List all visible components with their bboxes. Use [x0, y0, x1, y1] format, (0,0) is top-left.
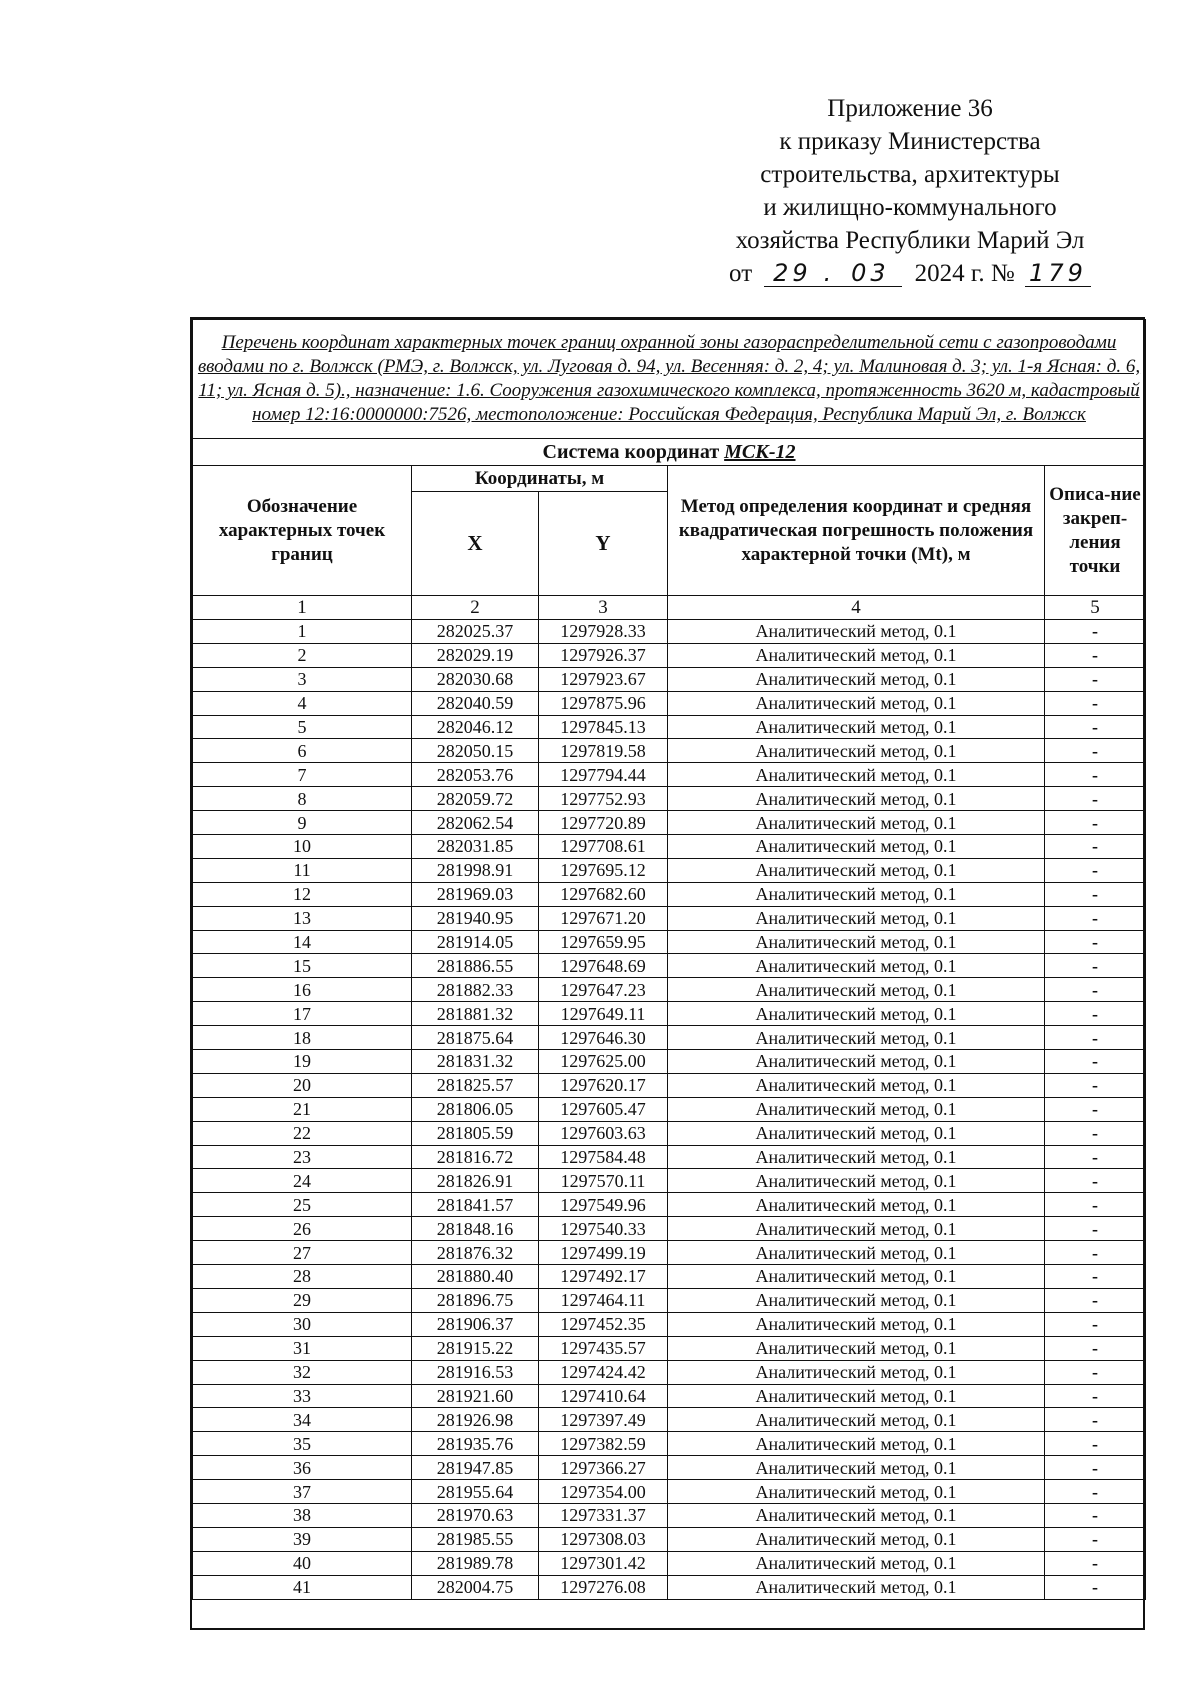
coordinates-table [192, 319, 1146, 1600]
fixing-description-cell: - [1045, 1145, 1146, 1169]
date-month-handwritten: 03 [838, 260, 902, 287]
method-cell: Аналитический метод, 0.1 [668, 1026, 1045, 1050]
fixing-description-cell: - [1045, 667, 1146, 691]
y-coordinate-cell: 1297366.27 [539, 1456, 668, 1480]
fixing-description-cell: - [1045, 691, 1146, 715]
fixing-description-cell: - [1045, 620, 1146, 644]
method-cell: Аналитический метод, 0.1 [668, 1241, 1045, 1265]
table-row [193, 1503, 1146, 1527]
point-id-cell: 28 [193, 1265, 412, 1289]
y-coordinate-cell: 1297605.47 [539, 1097, 668, 1121]
y-coordinate-cell: 1297923.67 [539, 667, 668, 691]
method-cell: Аналитический метод, 0.1 [668, 1265, 1045, 1289]
point-id-cell: 19 [193, 1050, 412, 1074]
x-coordinate-cell: 281940.95 [412, 906, 539, 930]
x-coordinate-cell: 281989.78 [412, 1551, 539, 1575]
x-coordinate-cell: 282046.12 [412, 715, 539, 739]
x-coordinate-cell: 281896.75 [412, 1288, 539, 1312]
date-separator: . [820, 260, 838, 287]
table-row [193, 930, 1146, 954]
col-header-coords: Координаты, м [412, 466, 668, 492]
method-cell: Аналитический метод, 0.1 [668, 620, 1045, 644]
fixing-description-cell: - [1045, 739, 1146, 763]
y-coordinate-cell: 1297646.30 [539, 1026, 668, 1050]
x-coordinate-cell: 281998.91 [412, 858, 539, 882]
col-header-method: Метод определения координат и средняя квадратическая погрешность положения характерной точки (Mt), м [668, 466, 1045, 596]
y-coordinate-cell: 1297452.35 [539, 1312, 668, 1336]
fixing-description-cell: - [1045, 1480, 1146, 1504]
method-cell: Аналитический метод, 0.1 [668, 1217, 1045, 1241]
table-row [193, 835, 1146, 859]
y-coordinate-cell: 1297649.11 [539, 1002, 668, 1026]
y-coordinate-cell: 1297424.42 [539, 1360, 668, 1384]
y-coordinate-cell: 1297410.64 [539, 1384, 668, 1408]
table-row [193, 1408, 1146, 1432]
y-coordinate-cell: 1297354.00 [539, 1480, 668, 1504]
fixing-description-cell: - [1045, 1551, 1146, 1575]
y-coordinate-cell: 1297671.20 [539, 906, 668, 930]
point-id-cell: 30 [193, 1312, 412, 1336]
appendix-number: Приложение 36 [827, 95, 993, 122]
fixing-description-cell: - [1045, 763, 1146, 787]
point-id-cell: 21 [193, 1097, 412, 1121]
point-id-cell: 35 [193, 1432, 412, 1456]
point-id-cell: 38 [193, 1503, 412, 1527]
table-row [193, 739, 1146, 763]
y-coordinate-cell: 1297695.12 [539, 858, 668, 882]
y-coordinate-cell: 1297570.11 [539, 1169, 668, 1193]
point-id-cell: 37 [193, 1480, 412, 1504]
fixing-description-cell: - [1045, 906, 1146, 930]
method-cell: Аналитический метод, 0.1 [668, 1456, 1045, 1480]
fixing-description-cell: - [1045, 1073, 1146, 1097]
method-cell: Аналитический метод, 0.1 [668, 1432, 1045, 1456]
x-coordinate-cell: 281926.98 [412, 1408, 539, 1432]
date-year-label: 2024 г. № [914, 260, 1015, 287]
method-cell: Аналитический метод, 0.1 [668, 715, 1045, 739]
y-coordinate-cell: 1297549.96 [539, 1193, 668, 1217]
y-coordinate-cell: 1297492.17 [539, 1265, 668, 1289]
x-coordinate-cell: 282050.15 [412, 739, 539, 763]
col-header-y: Y [539, 492, 668, 596]
table-row [193, 1360, 1146, 1384]
x-coordinate-cell: 281886.55 [412, 954, 539, 978]
x-coordinate-cell: 281935.76 [412, 1432, 539, 1456]
x-coordinate-cell: 281831.32 [412, 1050, 539, 1074]
table-row [193, 1193, 1146, 1217]
fixing-description-cell: - [1045, 930, 1146, 954]
point-id-cell: 7 [193, 763, 412, 787]
point-id-cell: 26 [193, 1217, 412, 1241]
method-cell: Аналитический метод, 0.1 [668, 787, 1045, 811]
y-coordinate-cell: 1297845.13 [539, 715, 668, 739]
point-id-cell: 18 [193, 1026, 412, 1050]
x-coordinate-cell: 281806.05 [412, 1097, 539, 1121]
table-row [193, 811, 1146, 835]
point-id-cell: 5 [193, 715, 412, 739]
method-cell: Аналитический метод, 0.1 [668, 1097, 1045, 1121]
fixing-description-cell: - [1045, 1050, 1146, 1074]
table-row [193, 978, 1146, 1002]
x-coordinate-cell: 281816.72 [412, 1145, 539, 1169]
method-cell: Аналитический метод, 0.1 [668, 643, 1045, 667]
table-row [193, 1312, 1146, 1336]
fixing-description-cell: - [1045, 1360, 1146, 1384]
method-cell: Аналитический метод, 0.1 [668, 1480, 1045, 1504]
method-cell: Аналитический метод, 0.1 [668, 667, 1045, 691]
x-coordinate-cell: 281875.64 [412, 1026, 539, 1050]
table-row [193, 1026, 1146, 1050]
table-row [193, 1288, 1146, 1312]
table-row [193, 1145, 1146, 1169]
point-id-cell: 33 [193, 1384, 412, 1408]
method-cell: Аналитический метод, 0.1 [668, 1360, 1045, 1384]
column-number-row [193, 596, 1146, 620]
y-coordinate-cell: 1297682.60 [539, 882, 668, 906]
x-coordinate-cell: 281947.85 [412, 1456, 539, 1480]
coordinate-system-value: МСК-12 [724, 440, 796, 463]
method-cell: Аналитический метод, 0.1 [668, 1551, 1045, 1575]
method-cell: Аналитический метод, 0.1 [668, 763, 1045, 787]
x-coordinate-cell: 282062.54 [412, 811, 539, 835]
method-cell: Аналитический метод, 0.1 [668, 1193, 1045, 1217]
x-coordinate-cell: 282004.75 [412, 1575, 539, 1599]
y-coordinate-cell: 1297928.33 [539, 620, 668, 644]
coordinate-system-label: Система координат [542, 440, 720, 463]
y-coordinate-cell: 1297647.23 [539, 978, 668, 1002]
x-coordinate-cell: 281826.91 [412, 1169, 539, 1193]
table-row [193, 1527, 1146, 1551]
table-row [193, 1241, 1146, 1265]
x-coordinate-cell: 282059.72 [412, 787, 539, 811]
fixing-description-cell: - [1045, 978, 1146, 1002]
y-coordinate-cell: 1297625.00 [539, 1050, 668, 1074]
method-cell: Аналитический метод, 0.1 [668, 1527, 1045, 1551]
order-number-handwritten: 179 [1025, 260, 1091, 287]
fixing-description-cell: - [1045, 882, 1146, 906]
fixing-description-cell: - [1045, 811, 1146, 835]
fixing-description-cell: - [1045, 1503, 1146, 1527]
x-coordinate-cell: 282031.85 [412, 835, 539, 859]
fixing-description-cell: - [1045, 1575, 1146, 1599]
column-number: 1 [193, 596, 412, 620]
y-coordinate-cell: 1297276.08 [539, 1575, 668, 1599]
method-cell: Аналитический метод, 0.1 [668, 1288, 1045, 1312]
y-coordinate-cell: 1297301.42 [539, 1551, 668, 1575]
table-row [193, 1097, 1146, 1121]
x-coordinate-cell: 281970.63 [412, 1503, 539, 1527]
table-row [193, 1575, 1146, 1599]
fixing-description-cell: - [1045, 1193, 1146, 1217]
table-row [193, 1050, 1146, 1074]
point-id-cell: 9 [193, 811, 412, 835]
x-coordinate-cell: 281881.32 [412, 1002, 539, 1026]
y-coordinate-cell: 1297308.03 [539, 1527, 668, 1551]
point-id-cell: 12 [193, 882, 412, 906]
method-cell: Аналитический метод, 0.1 [668, 1050, 1045, 1074]
y-coordinate-cell: 1297435.57 [539, 1336, 668, 1360]
fixing-description-cell: - [1045, 715, 1146, 739]
point-id-cell: 20 [193, 1073, 412, 1097]
appendix-ministry-line-3: хозяйства Республики Марий Эл [735, 227, 1085, 254]
fixing-description-cell: - [1045, 1432, 1146, 1456]
fixing-description-cell: - [1045, 1527, 1146, 1551]
y-coordinate-cell: 1297382.59 [539, 1432, 668, 1456]
y-coordinate-cell: 1297875.96 [539, 691, 668, 715]
fixing-description-cell: - [1045, 1002, 1146, 1026]
method-cell: Аналитический метод, 0.1 [668, 930, 1045, 954]
method-cell: Аналитический метод, 0.1 [668, 1169, 1045, 1193]
method-cell: Аналитический метод, 0.1 [668, 1002, 1045, 1026]
x-coordinate-cell: 282025.37 [412, 620, 539, 644]
point-id-cell: 32 [193, 1360, 412, 1384]
fixing-description-cell: - [1045, 858, 1146, 882]
y-coordinate-cell: 1297540.33 [539, 1217, 668, 1241]
fixing-description-cell: - [1045, 1265, 1146, 1289]
fixing-description-cell: - [1045, 1288, 1146, 1312]
table-row [193, 763, 1146, 787]
table-row [193, 1456, 1146, 1480]
table-row [193, 691, 1146, 715]
coordinate-system [193, 439, 1146, 466]
column-number: 5 [1045, 596, 1146, 620]
table-row [193, 667, 1146, 691]
y-coordinate-cell: 1297331.37 [539, 1503, 668, 1527]
method-cell: Аналитический метод, 0.1 [668, 906, 1045, 930]
point-id-cell: 17 [193, 1002, 412, 1026]
fixing-description-cell: - [1045, 954, 1146, 978]
method-cell: Аналитический метод, 0.1 [668, 1384, 1045, 1408]
table-row [193, 715, 1146, 739]
x-coordinate-cell: 282030.68 [412, 667, 539, 691]
fixing-description-cell: - [1045, 1241, 1146, 1265]
table-row [193, 1073, 1146, 1097]
point-id-cell: 36 [193, 1456, 412, 1480]
fixing-description-cell: - [1045, 1408, 1146, 1432]
x-coordinate-cell: 281876.32 [412, 1241, 539, 1265]
x-coordinate-cell: 281841.57 [412, 1193, 539, 1217]
table-row [193, 858, 1146, 882]
table-row [193, 620, 1146, 644]
y-coordinate-cell: 1297648.69 [539, 954, 668, 978]
date-from-label: от [729, 260, 753, 287]
method-cell: Аналитический метод, 0.1 [668, 739, 1045, 763]
y-coordinate-cell: 1297499.19 [539, 1241, 668, 1265]
y-coordinate-cell: 1297464.11 [539, 1288, 668, 1312]
appendix-order-line: к приказу Министерства [779, 128, 1041, 155]
method-cell: Аналитический метод, 0.1 [668, 1121, 1045, 1145]
y-coordinate-cell: 1297397.49 [539, 1408, 668, 1432]
fixing-description-cell: - [1045, 1169, 1146, 1193]
method-cell: Аналитический метод, 0.1 [668, 1312, 1045, 1336]
table-row [193, 1002, 1146, 1026]
table-row [193, 787, 1146, 811]
method-cell: Аналитический метод, 0.1 [668, 954, 1045, 978]
method-cell: Аналитический метод, 0.1 [668, 835, 1045, 859]
point-id-cell: 15 [193, 954, 412, 978]
y-coordinate-cell: 1297708.61 [539, 835, 668, 859]
x-coordinate-cell: 281969.03 [412, 882, 539, 906]
table-row [193, 954, 1146, 978]
x-coordinate-cell: 281825.57 [412, 1073, 539, 1097]
col-header-x: X [412, 492, 539, 596]
method-cell: Аналитический метод, 0.1 [668, 1336, 1045, 1360]
table-row [193, 1217, 1146, 1241]
point-id-cell: 8 [193, 787, 412, 811]
point-id-cell: 29 [193, 1288, 412, 1312]
x-coordinate-cell: 282029.19 [412, 643, 539, 667]
x-coordinate-cell: 281848.16 [412, 1217, 539, 1241]
table-row [193, 1265, 1146, 1289]
x-coordinate-cell: 281921.60 [412, 1384, 539, 1408]
method-cell: Аналитический метод, 0.1 [668, 1408, 1045, 1432]
fixing-description-cell: - [1045, 1456, 1146, 1480]
x-coordinate-cell: 281916.53 [412, 1360, 539, 1384]
method-cell: Аналитический метод, 0.1 [668, 978, 1045, 1002]
point-id-cell: 13 [193, 906, 412, 930]
x-coordinate-cell: 282040.59 [412, 691, 539, 715]
point-id-cell: 16 [193, 978, 412, 1002]
appendix-ministry-line-2: и жилищно-коммунального [763, 194, 1057, 221]
fixing-description-cell: - [1045, 1121, 1146, 1145]
point-id-cell: 41 [193, 1575, 412, 1599]
fixing-description-cell: - [1045, 1312, 1146, 1336]
method-cell: Аналитический метод, 0.1 [668, 811, 1045, 835]
method-cell: Аналитический метод, 0.1 [668, 1503, 1045, 1527]
y-coordinate-cell: 1297584.48 [539, 1145, 668, 1169]
column-number: 3 [539, 596, 668, 620]
table-row [193, 1336, 1146, 1360]
point-id-cell: 25 [193, 1193, 412, 1217]
point-id-cell: 6 [193, 739, 412, 763]
table-row [193, 882, 1146, 906]
point-id-cell: 4 [193, 691, 412, 715]
point-id-cell: 11 [193, 858, 412, 882]
method-cell: Аналитический метод, 0.1 [668, 858, 1045, 882]
method-cell: Аналитический метод, 0.1 [668, 1145, 1045, 1169]
fixing-description-cell: - [1045, 835, 1146, 859]
point-id-cell: 24 [193, 1169, 412, 1193]
point-id-cell: 23 [193, 1145, 412, 1169]
fixing-description-cell: - [1045, 1026, 1146, 1050]
point-id-cell: 40 [193, 1551, 412, 1575]
fixing-description-cell: - [1045, 1336, 1146, 1360]
y-coordinate-cell: 1297794.44 [539, 763, 668, 787]
method-cell: Аналитический метод, 0.1 [668, 1073, 1045, 1097]
x-coordinate-cell: 281880.40 [412, 1265, 539, 1289]
method-cell: Аналитический метод, 0.1 [668, 691, 1045, 715]
x-coordinate-cell: 281955.64 [412, 1480, 539, 1504]
point-id-cell: 3 [193, 667, 412, 691]
col-header-point: Обозначение характерных точек границ [193, 466, 412, 596]
x-coordinate-cell: 282053.76 [412, 763, 539, 787]
point-id-cell: 1 [193, 620, 412, 644]
table-title: Перечень координат характерных точек границ охранной зоны газораспределительной сети с газопроводами вводами по г. Волжск (РМЭ, г. Волжск, ул. Луговая д. 94, ул. Весенняя: д. 2, 4; ул. Малиновая д. 3; ул. 1-я Ясная: д. 6, 11; ул. Ясная д. 5)., назначение: 1.6. Сооружения газохимического комплекса, протяженность 3620 м, кадастровый номер 12:16:0000000:7526, местоположение: Российская Федерация, Республика Марий Эл, г. Волжск [193, 320, 1146, 439]
date-day-handwritten: 29 [764, 260, 820, 287]
point-id-cell: 27 [193, 1241, 412, 1265]
x-coordinate-cell: 281805.59 [412, 1121, 539, 1145]
y-coordinate-cell: 1297720.89 [539, 811, 668, 835]
table-row [193, 1384, 1146, 1408]
method-cell: Аналитический метод, 0.1 [668, 882, 1045, 906]
table-row [193, 643, 1146, 667]
col-header-desc: Описа-ние закреп-ления точки [1045, 466, 1146, 596]
x-coordinate-cell: 281985.55 [412, 1527, 539, 1551]
fixing-description-cell: - [1045, 643, 1146, 667]
fixing-description-cell: - [1045, 1097, 1146, 1121]
point-id-cell: 14 [193, 930, 412, 954]
x-coordinate-cell: 281882.33 [412, 978, 539, 1002]
table-row [193, 906, 1146, 930]
fixing-description-cell: - [1045, 787, 1146, 811]
fixing-description-cell: - [1045, 1384, 1146, 1408]
table-row [193, 1169, 1146, 1193]
x-coordinate-cell: 281914.05 [412, 930, 539, 954]
appendix-header [690, 92, 1130, 290]
point-id-cell: 2 [193, 643, 412, 667]
point-id-cell: 22 [193, 1121, 412, 1145]
point-id-cell: 39 [193, 1527, 412, 1551]
point-id-cell: 10 [193, 835, 412, 859]
appendix-ministry-line-1: строительства, архитектуры [760, 161, 1060, 188]
y-coordinate-cell: 1297926.37 [539, 643, 668, 667]
point-id-cell: 34 [193, 1408, 412, 1432]
column-number: 4 [668, 596, 1045, 620]
method-cell: Аналитический метод, 0.1 [668, 1575, 1045, 1599]
table-row [193, 1432, 1146, 1456]
table-row [193, 1121, 1146, 1145]
y-coordinate-cell: 1297659.95 [539, 930, 668, 954]
y-coordinate-cell: 1297603.63 [539, 1121, 668, 1145]
fixing-description-cell: - [1045, 1217, 1146, 1241]
point-id-cell: 31 [193, 1336, 412, 1360]
y-coordinate-cell: 1297620.17 [539, 1073, 668, 1097]
x-coordinate-cell: 281906.37 [412, 1312, 539, 1336]
column-number: 2 [412, 596, 539, 620]
y-coordinate-cell: 1297819.58 [539, 739, 668, 763]
table-row [193, 1551, 1146, 1575]
x-coordinate-cell: 281915.22 [412, 1336, 539, 1360]
table-row [193, 1480, 1146, 1504]
y-coordinate-cell: 1297752.93 [539, 787, 668, 811]
appendix-date-line [690, 257, 1130, 290]
